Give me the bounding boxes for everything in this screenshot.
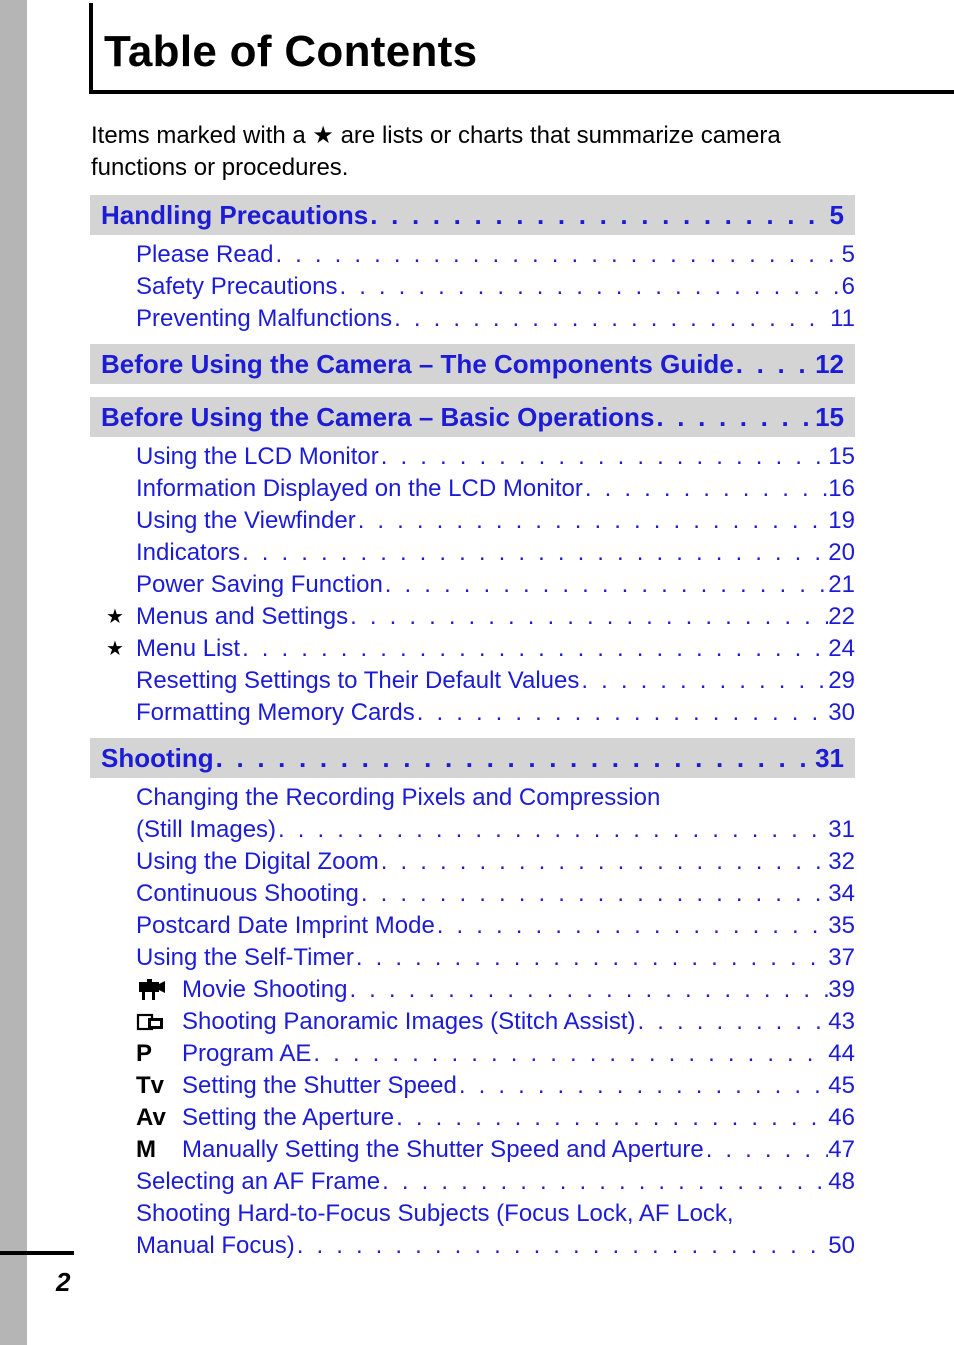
entry-page-number: 32 [828,848,855,875]
leader-dots [368,199,829,231]
entry-page-number: 20 [828,539,855,566]
section-title: Handling Precautions [101,200,369,230]
leader-dots [240,633,828,665]
section-page-number: 12 [815,349,844,379]
toc-entry[interactable] [90,1006,855,1038]
toc-entry-continued[interactable] [90,814,855,846]
title-rule-horizontal [89,90,954,94]
section-heading[interactable] [90,738,855,778]
entry-title: Movie Shooting [182,976,348,1003]
entry-title: Using the LCD Monitor [136,443,379,470]
entry-list [90,782,855,1262]
entry-page-number: 46 [828,1104,855,1131]
section-page-number: 15 [815,402,844,432]
leader-dots [356,505,829,537]
entry-title: Setting the Shutter Speed [182,1072,457,1099]
section-title: Shooting [101,743,214,773]
leader-dots [273,239,841,271]
entry-title: Setting the Aperture [182,1104,395,1131]
leader-dots [704,1134,829,1166]
entry-page-number: 47 [828,1136,855,1163]
entry-page-number: 21 [828,571,855,598]
entry-page-number: 31 [828,816,855,843]
leader-dots [457,1070,828,1102]
entry-page-number: 24 [828,635,855,662]
intro-text: Items marked with a ★ are lists or charts that summarize camera functions or procedures. [91,122,781,181]
section-gap [90,388,855,397]
entry-page-number: 37 [828,944,855,971]
toc-entry[interactable] [90,1070,855,1102]
star-marker-icon: ★ [106,606,124,628]
toc-entry[interactable] [90,910,855,942]
leader-dots [636,1006,829,1038]
leader-dots [435,910,829,942]
entry-title: Using the Digital Zoom [136,848,379,875]
entry-page-number: 50 [828,1232,855,1259]
entry-title: Safety Precautions [136,273,338,300]
entry-title: Shooting Hard-to-Focus Subjects (Focus Lock, AF Lock, [136,1200,734,1227]
entry-title: Menu List [136,635,241,662]
entry-page-number: 22 [828,603,855,630]
leader-dots [579,665,828,697]
entry-title: Manually Setting the Shutter Speed and Aperture [182,1136,704,1163]
section-gap [90,335,855,344]
entry-title: Power Saving Function [136,571,383,598]
manual-mode-icon: M [136,1136,156,1163]
toc-entry[interactable] [90,505,855,537]
footer-rule [0,1251,74,1255]
entry-title: Shooting Panoramic Images (Stitch Assist) [182,1008,636,1035]
entry-title: Using the Self-Timer [136,944,354,971]
toc-entry-continued[interactable] [90,1230,855,1262]
toc-entry[interactable] [90,665,855,697]
section-heading[interactable] [90,397,855,437]
toc-entry[interactable] [90,303,855,335]
leader-dots [240,537,828,569]
leader-dots [734,348,815,380]
leader-dots [214,742,815,774]
movie-icon [136,978,176,1002]
page-number: 2 [56,1267,71,1297]
toc-entry[interactable] [90,1166,855,1198]
leader-dots [359,878,828,910]
entry-page-number: 30 [828,699,855,726]
aperture-priority-icon: Av [136,1104,166,1131]
section-page-number: 5 [829,200,844,230]
entry-page-number: 19 [828,507,855,534]
toc-entry[interactable] [90,537,855,569]
entry-title: Menus and Settings [136,603,349,630]
section-heading[interactable] [90,344,855,384]
stitch-assist-icon [136,1010,176,1034]
leader-dots [348,601,828,633]
section-gap [90,729,855,738]
leader-dots [383,569,829,601]
entry-title: Selecting an AF Frame [136,1168,381,1195]
entry-page-number: 15 [828,443,855,470]
entry-page-number: 45 [828,1072,855,1099]
entry-page-number: 48 [828,1168,855,1195]
section-heading[interactable] [90,195,855,235]
entry-page-number: 39 [828,976,855,1003]
toc-entry[interactable] [90,1134,855,1166]
leader-dots [583,473,828,505]
entry-page-number: 16 [828,475,855,502]
toc-entry[interactable] [90,974,855,1006]
entry-title: Using the Viewfinder [136,507,356,534]
leader-dots [394,1102,828,1134]
table-of-contents [90,195,855,1262]
leader-dots [392,303,830,335]
entry-page-number: 43 [828,1008,855,1035]
leader-dots [311,1038,828,1070]
toc-entry[interactable] [90,271,855,303]
toc-entry[interactable] [90,782,855,814]
toc-entry[interactable] [90,1198,855,1230]
entry-page-number: 29 [828,667,855,694]
section-title: Before Using the Camera – The Components Guide [101,349,734,379]
toc-entry[interactable] [90,1102,855,1134]
entry-page-number: 6 [841,273,855,300]
leader-dots [276,814,828,846]
entry-title: Changing the Recording Pixels and Compression [136,784,661,811]
leader-dots [380,1166,828,1198]
entry-title: Preventing Malfunctions [136,305,393,332]
entry-page-number: 34 [828,880,855,907]
toc-entry[interactable] [90,441,855,473]
leader-dots [337,271,841,303]
entry-title: Postcard Date Imprint Mode [136,912,435,939]
leader-dots [347,974,828,1006]
entry-title-continued: (Still Images) [136,816,277,843]
toc-entry[interactable] [90,1038,855,1070]
entry-title: Indicators [136,539,241,566]
entry-title: Continuous Shooting [136,880,359,907]
leader-dots [354,942,828,974]
page-title: Table of Contents [104,27,478,76]
leader-dots [654,401,815,433]
toc-entry[interactable] [90,601,855,633]
leader-dots [415,697,829,729]
toc-entry[interactable] [90,878,855,910]
entry-list [90,441,855,729]
entry-title: Please Read [136,241,274,268]
entry-title: Formatting Memory Cards [136,699,415,726]
toc-entry[interactable] [90,942,855,974]
shutter-priority-icon: Tv [136,1072,165,1099]
title-rule-vertical [89,3,93,93]
section-page-number: 31 [815,743,844,773]
entry-title-continued: Manual Focus) [136,1232,295,1259]
entry-list [90,239,855,335]
toc-entry[interactable] [90,633,855,665]
star-marker-icon: ★ [106,638,124,660]
leader-dots [379,846,829,878]
entry-page-number: 11 [830,305,855,332]
leader-dots [295,1230,829,1262]
toc-entry[interactable] [90,697,855,729]
program-mode-icon: P [136,1040,153,1067]
entry-title: Information Displayed on the LCD Monitor [136,475,583,502]
toc-entry[interactable] [90,569,855,601]
side-strip [0,0,27,1345]
leader-dots [379,441,829,473]
entry-page-number: 35 [828,912,855,939]
section-title: Before Using the Camera – Basic Operations [101,402,655,432]
toc-entry[interactable] [90,473,855,505]
toc-entry[interactable] [90,239,855,271]
entry-title: Resetting Settings to Their Default Values [136,667,580,694]
entry-page-number: 44 [828,1040,855,1067]
toc-entry[interactable] [90,846,855,878]
entry-page-number: 5 [841,241,855,268]
entry-title: Program AE [182,1040,312,1067]
